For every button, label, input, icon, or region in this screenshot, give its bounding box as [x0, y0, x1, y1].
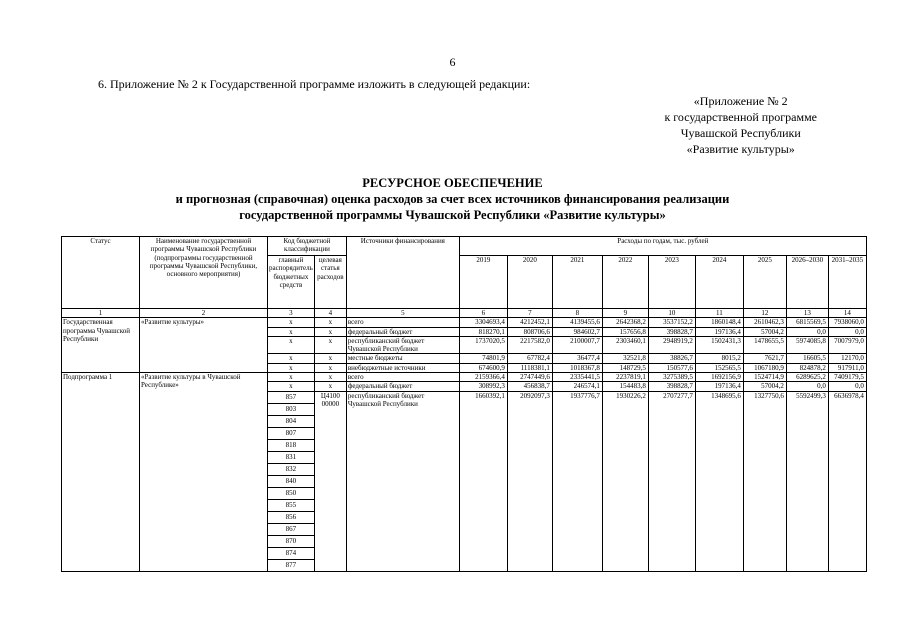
value-cell: 197136,4: [695, 382, 743, 391]
gr-code: 804: [268, 416, 314, 428]
header-year: 2022: [602, 256, 648, 309]
value-cell: 0,0: [786, 327, 828, 336]
value-cell: 12170,0: [828, 354, 866, 363]
column-number: 14: [828, 309, 866, 318]
header-expenses: Расходы по годам, тыс. рублей: [459, 237, 866, 256]
value-cell: 1018367,8: [552, 363, 602, 372]
value-cell: 808706,6: [507, 327, 552, 336]
value-cell: 3537152,2: [648, 318, 695, 327]
value-cell: 2642368,2: [602, 318, 648, 327]
value-cell: 6636978,4: [828, 391, 866, 571]
gr-cell: х: [268, 363, 315, 372]
source-cell: всего: [346, 318, 459, 327]
value-cell: 148729,5: [602, 363, 648, 372]
value-cell: 16605,5: [786, 354, 828, 363]
gr-code: 877: [285, 560, 297, 569]
gr-code: 870: [268, 536, 314, 548]
appendix-line: «Развитие культуры»: [686, 142, 795, 156]
value-cell: 3275389,5: [648, 373, 695, 382]
column-number: 8: [552, 309, 602, 318]
cs-cell: х: [314, 382, 346, 391]
column-number: 5: [346, 309, 459, 318]
value-cell: 1860148,4: [695, 318, 743, 327]
value-cell: 2303460,1: [602, 336, 648, 354]
header-gr: главный распорядитель бюджетных средств: [268, 256, 315, 309]
gr-code: 855: [268, 500, 314, 512]
value-cell: 2747449,6: [507, 373, 552, 382]
header-sources: Источники финансирования: [346, 237, 459, 309]
column-number: 3: [268, 309, 315, 318]
value-cell: 57004,2: [743, 382, 786, 391]
appendix-note: [664, 93, 817, 157]
header-status: Статус: [62, 237, 140, 309]
gr-code: 803: [268, 404, 314, 416]
value-cell: 1067180,9: [743, 363, 786, 372]
column-number: 4: [314, 309, 346, 318]
status-cell: Государственная программа Чувашской Республики: [62, 318, 140, 373]
value-cell: 7938060,0: [828, 318, 866, 327]
header-year: 2031–2035: [828, 256, 866, 309]
value-cell: 1692156,9: [695, 373, 743, 382]
source-cell: федеральный бюджет: [346, 382, 459, 391]
value-cell: 3304693,4: [459, 318, 507, 327]
gr-codes: [268, 392, 314, 571]
value-cell: 67782,4: [507, 354, 552, 363]
column-number: 9: [602, 309, 648, 318]
column-number: 6: [459, 309, 507, 318]
value-cell: 150577,6: [648, 363, 695, 372]
gr-code: 856: [268, 512, 314, 524]
source-cell: республиканский бюджет Чувашской Республики: [346, 391, 459, 571]
gr-cell: х: [268, 336, 315, 354]
value-cell: 308992,3: [459, 382, 507, 391]
value-cell: 2092097,3: [507, 391, 552, 571]
status-cell: Подпрограмма 1: [62, 373, 140, 572]
cs-cell: х: [314, 363, 346, 372]
value-cell: 674600,9: [459, 363, 507, 372]
resource-table: [61, 236, 867, 572]
column-number: 12: [743, 309, 786, 318]
header-year: 2025: [743, 256, 786, 309]
appendix-line: Чувашской Республики: [680, 126, 801, 140]
cs-cell: Ц4100 00000: [314, 391, 346, 571]
gr-code: 807: [268, 428, 314, 440]
column-number: 1: [62, 309, 140, 318]
source-cell: республиканский бюджет Чувашской Республики: [346, 336, 459, 354]
value-cell: 154483,8: [602, 382, 648, 391]
header-year: 2021: [552, 256, 602, 309]
gr-code: 850: [268, 488, 314, 500]
table-row: [62, 373, 867, 382]
value-cell: 917911,0: [828, 363, 866, 372]
header-year: 2020: [507, 256, 552, 309]
gr-code: 857: [268, 392, 314, 404]
value-cell: 398828,7: [648, 382, 695, 391]
source-cell: внебюджетные источники: [346, 363, 459, 372]
value-cell: 1502431,3: [695, 336, 743, 354]
intro-text: 6. Приложение № 2 к Государственной программе изложить в следующей редакции:: [98, 77, 531, 91]
value-cell: 824878,2: [786, 363, 828, 372]
gr-code: 840: [268, 476, 314, 488]
value-cell: 5974085,8: [786, 336, 828, 354]
value-cell: 2335441,5: [552, 373, 602, 382]
value-cell: 4139455,6: [552, 318, 602, 327]
column-number: 10: [648, 309, 695, 318]
column-number-row: [62, 309, 867, 318]
value-cell: 1524714,9: [743, 373, 786, 382]
value-cell: 74801,9: [459, 354, 507, 363]
value-cell: 1348695,6: [695, 391, 743, 571]
value-cell: 1327750,6: [743, 391, 786, 571]
cs-cell: х: [314, 373, 346, 382]
gr-code-list: [268, 391, 315, 571]
appendix-line: к государственной программе: [664, 110, 817, 124]
value-cell: 36477,4: [552, 354, 602, 363]
gr-code: 874: [268, 548, 314, 560]
gr-code: 818: [268, 440, 314, 452]
source-cell: местные бюджеты: [346, 354, 459, 363]
value-cell: 2610462,3: [743, 318, 786, 327]
header-name: Наименование государственной программы Чувашской Республики (подпрограммы государственной программы Чувашской Республики, основного мероприятия): [140, 237, 268, 309]
value-cell: 1118381,1: [507, 363, 552, 372]
value-cell: 7409179,5: [828, 373, 866, 382]
cs-cell: х: [314, 318, 346, 327]
value-cell: 1930226,2: [602, 391, 648, 571]
value-cell: 246574,1: [552, 382, 602, 391]
header-cs: целевая статья расходов: [314, 256, 346, 309]
name-cell: «Развитие культуры в Чувашской Республике»: [140, 373, 268, 572]
value-cell: 1937776,7: [552, 391, 602, 571]
value-cell: 1660392,1: [459, 391, 507, 571]
gr-cell: х: [268, 373, 315, 382]
cs-cell: х: [314, 336, 346, 354]
value-cell: 2707277,7: [648, 391, 695, 571]
gr-code: 867: [268, 524, 314, 536]
value-cell: 0,0: [786, 382, 828, 391]
column-number: 11: [695, 309, 743, 318]
cs-cell: х: [314, 327, 346, 336]
title-line: РЕСУРСНОЕ ОБЕСПЕЧЕНИЕ: [362, 176, 543, 190]
gr-code: 831: [268, 452, 314, 464]
value-cell: 5592499,3: [786, 391, 828, 571]
column-number: 7: [507, 309, 552, 318]
appendix-line: «Приложение № 2: [693, 94, 788, 108]
value-cell: 6289625,2: [786, 373, 828, 382]
title-line: государственной программы Чувашской Республики «Развитие культуры»: [239, 208, 666, 222]
value-cell: 197136,4: [695, 327, 743, 336]
title-line: и прогнозная (справочная) оценка расходов за счет всех источников финансирования реализации: [175, 192, 730, 206]
value-cell: 1478655,5: [743, 336, 786, 354]
gr-cell: х: [268, 327, 315, 336]
value-cell: 152565,5: [695, 363, 743, 372]
gr-code: 832: [268, 464, 314, 476]
header-year: 2026–2030: [786, 256, 828, 309]
value-cell: 398828,7: [648, 327, 695, 336]
value-cell: 4212452,1: [507, 318, 552, 327]
source-cell: всего: [346, 373, 459, 382]
value-cell: 0,0: [828, 382, 866, 391]
page-number: 6: [449, 55, 456, 69]
value-cell: 2948919,2: [648, 336, 695, 354]
value-cell: 8015,2: [695, 354, 743, 363]
document-title: [0, 175, 905, 223]
header-year: 2023: [648, 256, 695, 309]
column-number: 2: [140, 309, 268, 318]
value-cell: 7621,7: [743, 354, 786, 363]
value-cell: 984602,7: [552, 327, 602, 336]
value-cell: 2159366,4: [459, 373, 507, 382]
value-cell: 32521,8: [602, 354, 648, 363]
value-cell: 1737020,5: [459, 336, 507, 354]
name-cell: «Развитие культуры»: [140, 318, 268, 373]
value-cell: 57004,2: [743, 327, 786, 336]
gr-cell: х: [268, 354, 315, 363]
value-cell: 0,0: [828, 327, 866, 336]
cs-cell: х: [314, 354, 346, 363]
table-row: [62, 318, 867, 327]
value-cell: 6815569,5: [786, 318, 828, 327]
value-cell: 818270,1: [459, 327, 507, 336]
value-cell: 7007979,0: [828, 336, 866, 354]
value-cell: 2100007,7: [552, 336, 602, 354]
header-year: 2024: [695, 256, 743, 309]
value-cell: 456838,7: [507, 382, 552, 391]
column-number: 13: [786, 309, 828, 318]
gr-cell: х: [268, 318, 315, 327]
source-cell: федеральный бюджет: [346, 327, 459, 336]
value-cell: 157656,8: [602, 327, 648, 336]
header-year: 2019: [459, 256, 507, 309]
header-budget-code: Код бюджетной классификации: [268, 237, 347, 256]
gr-cell: х: [268, 382, 315, 391]
value-cell: 2237819,1: [602, 373, 648, 382]
value-cell: 38826,7: [648, 354, 695, 363]
value-cell: 2217582,0: [507, 336, 552, 354]
